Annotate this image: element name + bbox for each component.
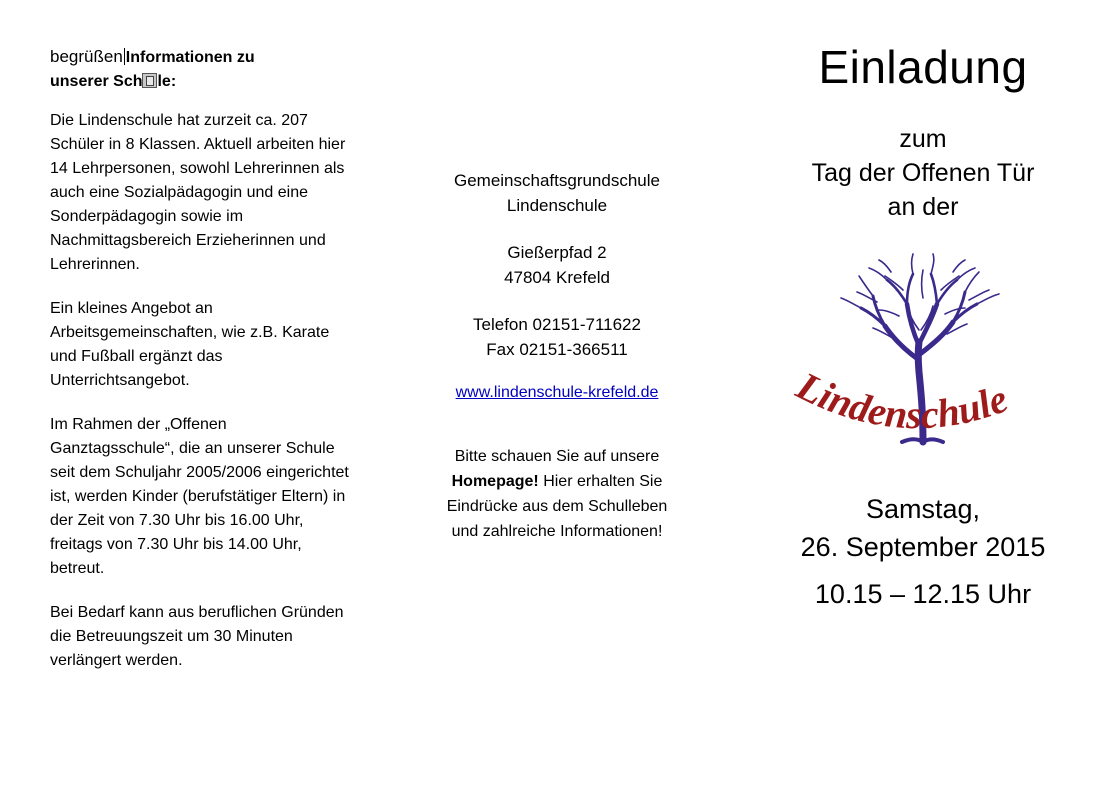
school-address [392, 240, 722, 290]
note-line-3: Eindrücke aus dem Schulleben [446, 498, 668, 515]
heading-prefix-text: begrüßen [50, 47, 123, 66]
left-heading-line-2 [50, 71, 350, 93]
text-cursor [124, 48, 125, 65]
event-time: 10.15 – 12.15 Uhr [814, 579, 1032, 609]
heading-bold-text-1: Informationen zu [125, 49, 255, 66]
heading-bold-text-2b: le: [157, 73, 177, 90]
note-bold-homepage: Homepage! [451, 473, 539, 490]
right-invitation-column [748, 40, 1098, 616]
note-line-1: Bitte schauen Sie auf unsere [454, 448, 660, 465]
logo-wordmark: Lindenschule [789, 362, 1014, 438]
address-street: Gießerpfad 2 [507, 243, 607, 262]
school-name-line-2: Lindenschule [506, 196, 608, 215]
subtitle-an-der: an der [887, 193, 959, 221]
school-contact [392, 312, 722, 362]
subtitle-zum: zum [899, 125, 947, 153]
left-paragraph-3: Im Rahmen der „Offenen Ganztagsschule“, die an unserer Schule seit dem Schuljahr 2005/2006 eingerichtet ist, werden Kinder (berufstätiger Eltern) in der Zeit von 7.30 Uhr bis 16.00 Uhr, freitags von 7.30 Uhr bis 14.00 Uhr, betreut. [50, 416, 349, 577]
fax-number: Fax 02151-366511 [486, 340, 628, 359]
subtitle-event: Tag der Offenen Tür [811, 159, 1035, 187]
phone-number: Telefon 02151-711622 [473, 315, 641, 334]
school-name-line-1: Gemeinschaftsgrundschule [453, 171, 660, 190]
website-link[interactable]: www.lindenschule-krefeld.de [455, 384, 659, 401]
lindenschule-logo-graphic [773, 242, 1073, 472]
note-line-4: und zahlreiche Informationen! [451, 523, 663, 540]
left-paragraph-1: Die Lindenschule hat zurzeit ca. 207 Schüler in 8 Klassen. Aktuell arbeiten hier 14 Lehrpersonen, sowohl Lehrerinnen als auch eine Sozialpädagogin und eine Sonderpädagogin sowie im Nachmittagsbereich Erzieherinnen und Lehrerinnen. [50, 112, 346, 273]
left-heading-line-1 [50, 45, 350, 69]
middle-contact-column [392, 168, 722, 544]
heading-bold-text-2a: unserer Sch [50, 73, 143, 90]
page-title: Einladung [818, 41, 1028, 93]
left-paragraph-2: Ein kleines Angebot an Arbeitsgemeinschaften, wie z.B. Karate und Fußball ergänzt das Unterrichtsangebot. [50, 300, 330, 389]
homepage-note [392, 444, 722, 544]
event-date-weekday: Samstag, [865, 494, 981, 524]
left-text-column [50, 45, 350, 673]
school-logo [773, 242, 1073, 472]
anchor-object-icon [142, 73, 157, 88]
address-city: 47804 Krefeld [504, 268, 610, 287]
event-date-full: 26. September 2015 [800, 532, 1046, 562]
note-line-2-rest: Hier erhalten Sie [538, 473, 663, 490]
left-paragraph-4: Bei Bedarf kann aus beruflichen Gründen die Betreuungszeit um 30 Minuten verlängert werden. [50, 604, 344, 669]
school-name [392, 168, 722, 218]
